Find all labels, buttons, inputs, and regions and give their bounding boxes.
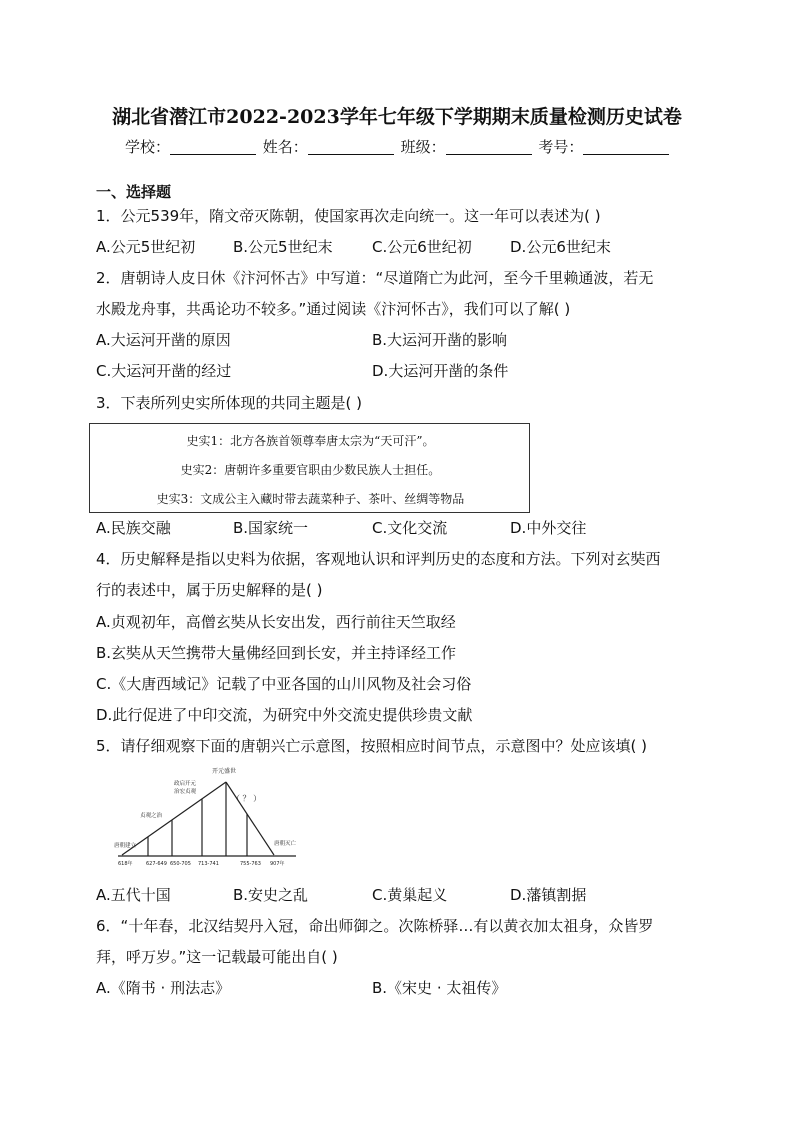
exam-title: 湖北省潜江市2022-2023学年七年级下学期期末质量检测历史试卷: [112, 106, 682, 128]
peak-label: 开元盛世: [212, 768, 237, 775]
question-2-stem-line-1: 2．唐朝诗人皮日休《汴河怀古》中写道：“尽道隋亡为此河，至今千里赖通波，若无: [96, 269, 654, 287]
question-6-option-a[interactable]: A.《隋书 · 刑法志》: [96, 979, 231, 997]
name-label: 姓名：: [262, 138, 308, 156]
left-lower-label: 贞观之治: [140, 813, 163, 819]
fact-row-2: 史实2：唐朝许多重要官职由少数民族人士担任。: [180, 463, 441, 477]
question-4-option-d[interactable]: D.此行促进了中印交流，为研究中外交流史提供珍贵文献: [96, 706, 473, 724]
end-label: 唐朝灭亡: [274, 841, 297, 847]
number-label: 考号：: [538, 138, 584, 156]
question-4-stem-line-1: 4．历史解释是指以史料为依据，客观地认识和评判历史的态度和方法。下列对玄奘西: [96, 550, 661, 568]
question-mark-label: （ ？ ）: [232, 794, 262, 803]
question-6-stem-line-2: 拜，呼万岁。”这一记载最可能出自( ): [96, 948, 338, 966]
question-3-stem: 3．下表所列史实所体现的共同主题是( ): [96, 394, 363, 412]
question-5-option-d[interactable]: D.藩镇割据: [510, 886, 587, 904]
start-label: 唐朝建立: [114, 843, 137, 849]
student-info-line: [125, 136, 671, 157]
question-5-option-a[interactable]: A.五代十国: [96, 886, 171, 904]
name-blank[interactable]: [308, 140, 394, 155]
question-2-option-d[interactable]: D.大运河开凿的条件: [372, 362, 509, 380]
left-upper-label-2: 治宏贞观: [174, 789, 197, 795]
class-blank[interactable]: [446, 140, 532, 155]
question-4-option-b[interactable]: B.玄奘从天竺携带大量佛经回到长安，并主持译经工作: [96, 644, 457, 662]
question-2-option-a[interactable]: A.大运河开凿的原因: [96, 331, 231, 349]
axis-tick-5: 755-763: [240, 861, 261, 867]
question-4-option-a[interactable]: A.贞观初年，高僧玄奘从长安出发，西行前往天竺取经: [96, 613, 456, 631]
fact-row-3: 史实3：文成公主入藏时带去蔬菜种子、茶叶、丝绸等物品: [156, 492, 465, 506]
question-1-option-b[interactable]: B.公元5世纪末: [233, 238, 333, 256]
fact-row-1: 史实1：北方各族首领尊奉唐太宗为“天可汗”。: [186, 434, 435, 448]
class-label: 班级：: [400, 138, 446, 156]
school-blank[interactable]: [170, 140, 256, 155]
question-5-stem: 5．请仔细观察下面的唐朝兴亡示意图，按照相应时间节点，示意图中？处应该填( ): [96, 737, 648, 755]
tang-dynasty-rise-fall-diagram: [114, 762, 304, 870]
decline-line: [226, 782, 274, 855]
question-5-option-b[interactable]: B.安史之乱: [233, 886, 309, 904]
left-upper-label-1: 政启开元: [174, 781, 197, 787]
question-1-stem: 1．公元539年，隋文帝灭陈朝，使国家再次走向统一。这一年可以表述为( ): [96, 207, 601, 225]
axis-tick-2: 627-649: [146, 861, 167, 867]
axis-tick-4: 713-741: [198, 861, 219, 867]
number-blank[interactable]: [583, 140, 669, 155]
question-2-option-c[interactable]: C.大运河开凿的经过: [96, 362, 232, 380]
historical-facts-table: [89, 423, 530, 513]
axis-tick-3: 650-705: [170, 861, 191, 867]
question-1-option-d[interactable]: D.公元6世纪末: [510, 238, 611, 256]
question-4-stem-line-2: 行的表述中，属于历史解释的是( ): [96, 581, 323, 599]
axis-tick-1: 618年: [118, 861, 133, 867]
question-1-option-c[interactable]: C.公元6世纪初: [372, 238, 472, 256]
question-1-option-a[interactable]: A.公元5世纪初: [96, 238, 196, 256]
question-6-option-b[interactable]: B.《宋史 · 太祖传》: [372, 979, 507, 997]
school-label: 学校：: [125, 138, 171, 156]
question-3-option-b[interactable]: B.国家统一: [233, 519, 309, 537]
question-3-option-d[interactable]: D.中外交往: [510, 519, 587, 537]
question-5-option-c[interactable]: C.黄巢起义: [372, 886, 448, 904]
question-6-stem-line-1: 6．“十年春，北汉结契丹入冠，命出师御之。次陈桥驿…有以黄衣加太祖身，众皆罗: [96, 917, 654, 935]
question-3-option-c[interactable]: C.文化交流: [372, 519, 448, 537]
question-3-option-a[interactable]: A.民族交融: [96, 519, 171, 537]
section-title: 一、选择题: [96, 183, 172, 201]
question-2-stem-line-2: 水殿龙舟事，共禹论功不较多。”通过阅读《汴河怀古》，我们可以了解( ): [96, 300, 571, 318]
axis-tick-6: 907年: [270, 861, 285, 867]
question-4-option-c[interactable]: C.《大唐西域记》记载了中亚各国的山川风物及社会习俗: [96, 675, 472, 693]
question-2-option-b[interactable]: B.大运河开凿的影响: [372, 331, 508, 349]
